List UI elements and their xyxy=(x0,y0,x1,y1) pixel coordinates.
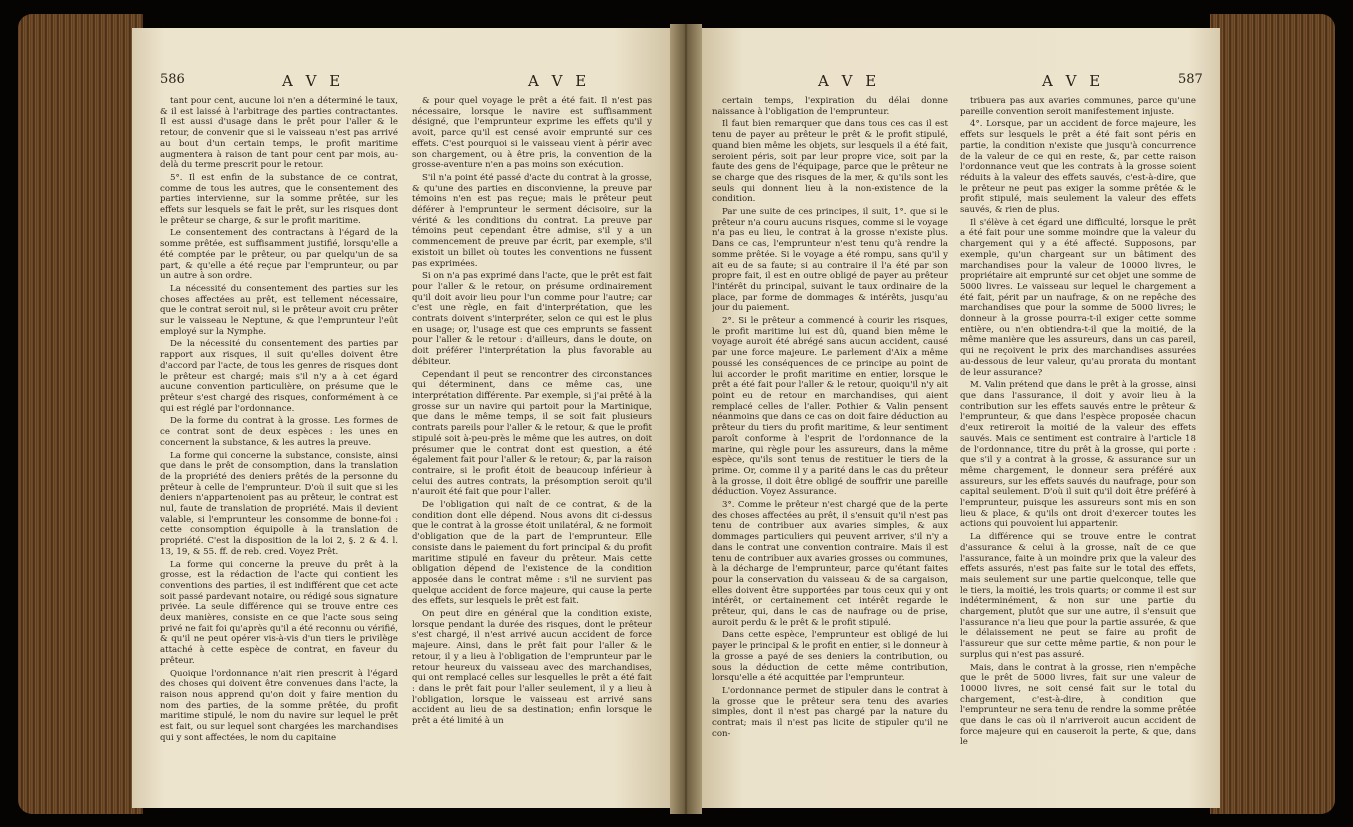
left-page xyxy=(132,28,680,808)
left-column-1 xyxy=(160,96,398,802)
right-header-2: A V E xyxy=(1042,72,1105,90)
paragraph: Quoique l'ordonnance n'ait rien prescrit à l'égard des choses qui doivent être convenues dans l'acte, la raison nous apprend qu'on doit y faire mention du nom des parties, de la somme prêtée, du profit maritime stipulé, le nom du navire sur lequel le prêt est fait, ou sur lequel sont chargées les marchandises qui y sont affectées, le nom du capitaine xyxy=(160,668,398,743)
paragraph: L'ordonnance permet de stipuler dans le contrat à la grosse que le prêteur sera tenu des avaries simples, dont il n'est pas chargé par la nature du contrat; mais il n'est pas licite de stipuler qu'il ne con- xyxy=(712,685,948,739)
right-page-number: 587 xyxy=(1178,72,1203,87)
right-page-edges xyxy=(1210,14,1335,814)
paragraph: tribuera pas aux avaries communes, parce qu'une pareille convention seroit manifestement injuste. xyxy=(960,96,1196,117)
paragraph: De la nécessité du consentement des parties par rapport aux risques, il suit qu'elles doivent être d'accord par l'acte, de tous les genres de risques dont le prêteur est chargé; mais s'il n'y a à cet égard aucune convention particulière, on présume que le prêteur s'est chargé des risques, conformément à ce qui est réglé par l'ordonnance. xyxy=(160,339,398,414)
left-page-edges xyxy=(18,14,143,814)
paragraph: La forme qui concerne la preuve du prêt à la grosse, est la rédaction de l'acte qui contient les conventions des parties, il est indifférent que cet acte soit passé pardevant notaire, ou rédigé sous signature privée. La seule différence qui se trouve entre ces deux manières, consiste en ce que l'acte sous seing privé ne fait foi qu'après qu'il a été reconnu ou vérifié, & qu'il ne peut opérer vis-à-vis d'un tiers le privilège attaché à cette espèce de contrat, en faveur du prêteur. xyxy=(160,559,398,666)
book-gutter xyxy=(670,24,702,814)
paragraph: Si on n'a pas exprimé dans l'acte, que le prêt est fait pour l'aller & le retour, on présume ordinairement qu'il doit avoir lieu pour l'un comme pour l'autre; car c'est une règle, en fait d'interprétation, que les contrats doivent s'interpréter, selon ce qui est le plus en usage; or, l'usage est que ces emprunts se fassent pour l'aller & le retour : d'ailleurs, dans le doute, on doit préférer l'interprétation la plus favorable au débiteur. xyxy=(412,271,652,367)
paragraph: M. Valin prétend que dans le prêt à la grosse, ainsi que dans l'assurance, il doit y avoir lieu à la contribution sur les effets sauvés entre le prêteur & l'emprunteur, & que dans l'espèce proposée chacun d'eux retireroit la moitié de la valeur des effets sauvés. Mais ce sentiment est contraire à l'article 18 de l'ordonnance, titre du prêt à la grosse, qui porte : que s'il y a contrat à la grosse, & assurance sur un même chargement, le donneur sera préféré aux assureurs, sur les effets sauvés du naufrage, pour son capital seulement. D'où il suit qu'il doit être préféré à l'emprunteur, puisque les assureurs sont mis en son lieu & place, & qu'ils ont droit d'exercer toutes les actions qui pouvoient lui appartenir. xyxy=(960,380,1196,530)
paragraph: De l'obligation qui naît de ce contrat, & de la condition dont elle dépend. Nous avons dit ci-dessus que le contrat à la grosse étoit unilatéral, & ne formoit d'obligation que de la part de l'emprunteur. Elle consiste dans le paiement du fort principal & du profit maritime stipulé en faveur du prêteur. Mais cette obligation dépend de l'existence de la condition apposée dans le contrat même : s'il ne survient pas quelque accident de force majeure, qui cause la perte des effets, sur lesquels le prêt est fait. xyxy=(412,500,652,607)
paragraph: 4°. Lorsque, par un accident de force majeure, les effets sur lesquels le prêt a été fait sont péris en partie, la condition n'existe que jusqu'à concurrence de la valeur de ce qui en reste, &, par cette raison l'ordonnance veut que les contrats à la grosse soient réduits à la valeur des effets sauvés, c'est-à-dire, que le prêteur ne peut pas exiger la somme prêtée & le profit stipulé, mais seulement la valeur des effets sauvés, & rien de plus. xyxy=(960,119,1196,216)
paragraph: certain temps, l'expiration du délai donne naissance à l'obligation de l'emprunteur. xyxy=(712,96,948,117)
right-page xyxy=(690,28,1220,808)
paragraph: On peut dire en général que la condition existe, lorsque pendant la durée des risques, dont le prêteur s'est chargé, il n'est arrivé aucun accident de force majeure. Ainsi, dans le prêt fait pour l'aller & le retour, il y a lieu à l'obligation de l'emprunteur par le retour heureux du vaisseau avec des marchandises, qui ont remplacé celles sur lesquelles le prêt a été fait : dans le prêt fait pour l'aller seulement, il y a lieu à l'obligation, lorsque le vaisseau est arrivé sans accident au lieu de sa destination; enfin lorsque le prêt a été limité à un xyxy=(412,609,652,727)
paragraph: Il faut bien remarquer que dans tous ces cas il est tenu de payer au prêteur le prêt & le profit stipulé, quand bien même les objets, sur lesquels il a été fait, seroient péris, soit par leur propre vice, soit par la faute des gens de l'équipage, parce que le prêteur ne se charge que des risques de la mer, & qu'ils sont les seuls qui donnent lieu à la non-existence de la condition. xyxy=(712,119,948,205)
left-header-1: A V E xyxy=(282,72,345,90)
left-page-number: 586 xyxy=(160,72,185,87)
left-header-2: A V E xyxy=(528,72,591,90)
paragraph: Par une suite de ces principes, il suit, 1°. que si le prêteur n'a couru aucuns risques, comme si le voyage n'a pas eu lieu, le contrat à la grosse n'existe plus. Dans ce cas, l'emprunteur n'est tenu qu'à rendre la somme prêtée. Si le voyage a été rompu, sans qu'il y ait eu de sa faute; si au contraire il l'a été par son propre fait, il est en outre obligé de payer au prêteur l'intérêt du principal, suivant le taux ordinaire de la place, par forme de dommages & intérêts, jusqu'au jour du paiement. xyxy=(712,207,948,314)
paragraph: La différence qui se trouve entre le contrat d'assurance & celui à la grosse, naît de ce que l'assurance, faite à un moindre prix que la valeur des effets assurés, n'est pas faite sur le total des effets, mais seulement sur une partie quelconque, telle que le tiers, la moitié, les trois quarts; or comme il est sur indéterminément, & non sur une partie du chargement, plutôt que sur une autre, il s'ensuit que l'assurance n'a lieu que pour la partie assurée, & que le délaissement ne peut se faire au profit de l'assureur que sur cette même partie, & non pour le surplus qui n'est pas assuré. xyxy=(960,532,1196,660)
left-column-2 xyxy=(412,96,652,802)
right-column-2 xyxy=(960,96,1196,802)
paragraph: Mais, dans le contrat à la grosse, rien n'empêche que le prêt de 5000 livres, fait sur une valeur de 10000 livres, ne soit censé fait sur le total du chargement, c'est-à-dire, à condition que l'emprunteur ne sera tenu de rendre la somme prêtée que dans le cas où il n'arriveroit aucun accident de force majeure qui en causeroit la perte, & que, dans le xyxy=(960,662,1196,748)
paragraph: 5°. Il est enfin de la substance de ce contrat, comme de tous les autres, que le consentement des parties intervienne, sur la somme prêtée, sur les effets sur lesquels se fait le prêt, sur les risques dont le prêteur se charge, & sur le profit maritime. xyxy=(160,172,398,226)
paragraph: Dans cette espèce, l'emprunteur est obligé de lui payer le principal & le profit en entier, si le donneur à la grosse a payé de ses deniers la contribution, ou sous la déduction de cette même contribution, lorsqu'elle a été acquittée par l'emprunteur. xyxy=(712,630,948,684)
paragraph: & pour quel voyage le prêt a été fait. Il n'est pas nécessaire, lorsque le navire est suffisamment désigné, que l'emprunteur exprime les effets qu'il y avoit, parce qu'il est censé avoir emprunté sur ces effets. C'est pourquoi si le vaisseau vient à périr avec son chargement, ou à être pris, la convention de la grosse-aventure n'en a pas moins son exécution. xyxy=(412,96,652,171)
paragraph: Cependant il peut se rencontrer des circonstances qui déterminent, dans ce même cas, une interprétation différente. Par exemple, si j'ai prêté à la grosse sur un navire qui partoit pour la Martinique, que dans le même temps, il se soit fait plusieurs contrats pareils pour l'aller & le retour, & que le profit stipulé soit à-peu-près le même que les autres, on doit présumer que le contrat dont est question, a été également fait pour l'aller & le retour; &, par la raison contraire, si le profit étoit de beaucoup inférieur à celui des autres contrats, la présomption seroit qu'il n'auroit été fait que pour l'aller. xyxy=(412,369,652,498)
paragraph: La nécessité du consentement des parties sur les choses affectées au prêt, est tellement nécessaire, que le contrat seroit nul, si le prêteur avoit cru prêter sur le vaisseau le Neptune, & que l'emprunteur l'eût employé sur la Nymphe. xyxy=(160,283,398,337)
paragraph: 2°. Si le prêteur a commencé à courir les risques, le profit maritime lui est dû, quand bien même le voyage auroit été abrégé sans aucun accident, causé par une force majeure. Le parlement d'Aix a même poussé les conséquences de ce principe au point de lui accorder le profit maritime en entier, lorsque le prêt a été fait pour l'aller & le retour, quoiqu'il n'y ait point eu de retour en marchandises, qui aient remplacé celles de l'aller. Pothier & Valin pensent néanmoins que dans ce cas on doit faire déduction au prêteur du tiers du profit maritime, & leur sentiment paroît conforme à l'esprit de l'ordonnance de la marine, qui règle pour les assureurs, dans la même espèce, qu'ils sont tenus de restituer le tiers de la prime. Or, comme il y a parité dans le cas du prêteur à la grosse, il doit être obligé de souffrir une pareille déduction. Voyez Assurance. xyxy=(712,316,948,498)
paragraph: S'il n'a point été passé d'acte du contrat à la grosse, & qu'une des parties en disconvienne, la preuve par témoins n'en est pas reçue; mais le prêteur peut déférer à l'emprunteur le serment décisoire, sur la vérité & les conditions du contrat. La preuve par témoins peut cependant être admise, s'il y a un commencement de preuve par écrit, par exemple, s'il existoit un billet où toutes les conventions ne fussent pas exprimées. xyxy=(412,172,652,269)
paragraph: Il s'élève à cet égard une difficulté, lorsque le prêt a été fait pour une somme moindre que la valeur du chargement qui y a été affecté. Supposons, par exemple, qu'un chargeant sur un bâtiment des marchandises pour la valeur de 10000 livres, le propriétaire ait emprunté sur cet objet une somme de 5000 livres. Le vaisseau sur lequel le chargement a été fait, périt par un naufrage, & on ne repêche des marchandises que pour la somme de 5000 livres; le donneur à la grosse pourra-t-il exiger cette somme entière, ou n'en obtiendra-t-il que la moitié, de la même manière que les assureurs, dans un cas pareil, qui ne reçoivent le prix des marchandises assurées au-dessous de leur valeur, qu'au prorata du montant de leur assurance? xyxy=(960,217,1196,378)
right-column-1 xyxy=(712,96,948,802)
paragraph: La forme qui concerne la substance, consiste, ainsi que dans le prêt de consomption, dans la translation de la propriété des deniers prêtés de la personne du prêteur à celle de l'emprunteur. D'où il suit que si les deniers n'appartenoient pas au prêteur, le contrat est nul, faute de translation de propriété. Mais il devient valable, si l'emprunteur les consomme de bonne-foi : cette consomption équipolle à la translation de propriété. C'est la disposition de la loi 2, §. 2 & 4. l. 13, 19, & 55. ff. de reb. cred. Voyez Prêt. xyxy=(160,450,398,557)
paragraph: tant pour cent, aucune loi n'en a déterminé le taux, & il est laissé à l'arbitrage des parties contractantes. Il est aussi d'usage dans le prêt pour l'aller & le retour, de convenir que si le vaisseau n'est pas arrivé au bout d'un certain temps, le profit maritime augmentera à raison de tant pour cent par mois, au-delà du terme prescrit pour le retour. xyxy=(160,96,398,171)
paragraph: De la forme du contrat à la grosse. Les formes de ce contrat sont de deux espèces : les unes en concernent la substance, & les autres la preuve. xyxy=(160,416,398,448)
paragraph: Le consentement des contractans à l'égard de la somme prêtée, est suffisamment justifié, lorsqu'elle a été comptée par le prêteur, ou par quelqu'un de sa part, & qu'elle a été reçue par l'emprunteur, ou par un autre à son ordre. xyxy=(160,228,398,282)
right-header-1: A V E xyxy=(818,72,881,90)
paragraph: 3°. Comme le prêteur n'est chargé que de la perte des choses affectées au prêt, il s'ensuit qu'il n'est pas tenu de contribuer aux avaries simples, & aux dommages particuliers qui peuvent arriver, s'il n'y a dans le contrat une convention contraire. Mais il est tenu de contribuer aux avaries grosses ou communes, à la décharge de l'emprunteur, parce qu'étant faites pour la conservation du vaisseau & de sa cargaison, elles doivent être supportées par tous ceux qui y ont intérêt, or certainement cet intérêt regarde le prêteur, qui, dans le cas de naufrage ou de prise, auroit perdu & le prêt & le profit stipulé. xyxy=(712,500,948,628)
